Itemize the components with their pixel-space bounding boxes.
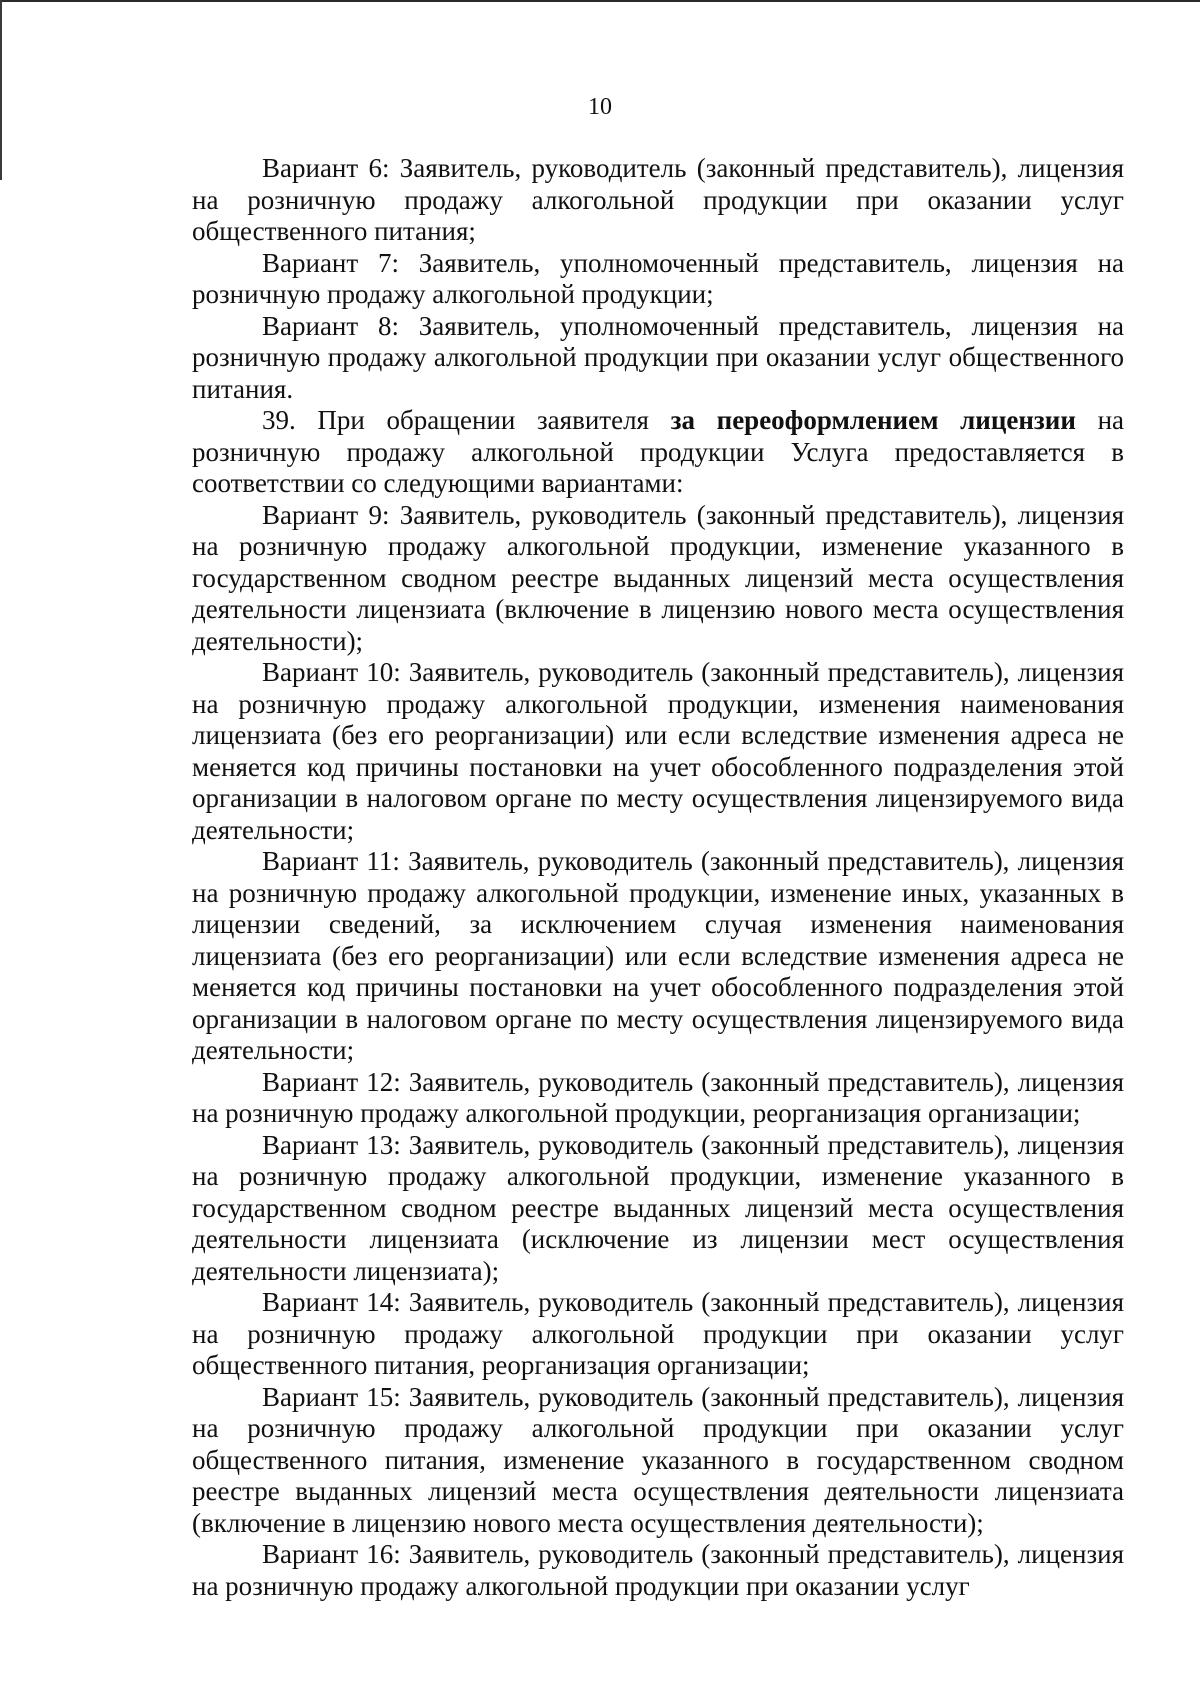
scan-edge-left	[0, 0, 2, 180]
paragraph-variant-13: Вариант 13: Заявитель, руководитель (законный представитель), лицензия на розничную продажу алкогольной продукции, изменение указанного в государственном сводном реестре выданных лицензий места осуществления деятельности лицензиата (исключение из лицензии мест осуществления деятельности лицензиата);	[192, 1129, 1124, 1286]
paragraph-variant-15: Вариант 15: Заявитель, руководитель (законный представитель), лицензия на розничную продажу алкогольной продукции при оказании услуг общественного питания, изменение указанного в государственном сводном реестре выданных лицензий места осуществления деятельности лицензиата (включение в лицензию нового места осуществления деятельности);	[192, 1381, 1124, 1538]
paragraph-variant-9: Вариант 9: Заявитель, руководитель (законный представитель), лицензия на розничную продажу алкогольной продукции, изменение указанного в государственном сводном реестре выданных лицензий места осуществления деятельности лицензиата (включение в лицензию нового места осуществления деятельности);	[192, 499, 1124, 656]
item-39-intro: 39. При обращении заявителя	[262, 405, 671, 435]
item-39-bold-phrase: за переоформлением лицензии	[670, 405, 1076, 435]
paragraph-variant-10: Вариант 10: Заявитель, руководитель (законный представитель), лицензия на розничную продажу алкогольной продукции, изменения наименования лицензиата (без его реорганизации) или если вследствие изменения адреса не меняется код причины постановки на учет обособленного подразделения этой организации в налоговом органе по месту осуществления лицензируемого вида деятельности;	[192, 657, 1124, 845]
paragraph-variant-16: Вариант 16: Заявитель, руководитель (законный представитель), лицензия на розничную продажу алкогольной продукции при оказании услуг	[192, 1539, 1124, 1601]
paragraph-variant-8: Вариант 8: Заявитель, уполномоченный представитель, лицензия на розничную продажу алкогольной продукции при оказании услуг общественного питания.	[192, 310, 1124, 404]
paragraph-variant-7: Вариант 7: Заявитель, уполномоченный представитель, лицензия на розничную продажу алкогольной продукции;	[192, 247, 1124, 309]
paragraph-variant-12: Вариант 12: Заявитель, руководитель (законный представитель), лицензия на розничную продажу алкогольной продукции, реорганизация организации;	[192, 1066, 1124, 1128]
item-39-rest: на розничную продажу алкогольной продукции Услуга предоставляется в соответствии со следующими вариантами:	[192, 405, 1124, 498]
paragraph-variant-6: Вариант 6: Заявитель, руководитель (законный представитель), лицензия на розничную продажу алкогольной продукции при оказании услуг общественного питания;	[192, 153, 1124, 246]
page-number: 10	[588, 94, 612, 120]
document-body	[192, 153, 1124, 1602]
paragraph-variant-14: Вариант 14: Заявитель, руководитель (законный представитель), лицензия на розничную продажу алкогольной продукции при оказании услуг общественного питания, реорганизация организации;	[192, 1287, 1124, 1380]
paragraph-item-39	[192, 405, 1124, 500]
scan-edge-top	[0, 0, 1200, 2]
paragraph-variant-11: Вариант 11: Заявитель, руководитель (законный представитель), лицензия на розничную продажу алкогольной продукции, изменение иных, указанных в лицензии сведений, за исключением случая изменения наименования лицензиата (без его реорганизации) или если вследствие изменения адреса не меняется код причины постановки на учет обособленного подразделения этой организации в налоговом органе по месту осуществления лицензируемого вида деятельности;	[192, 846, 1124, 1065]
